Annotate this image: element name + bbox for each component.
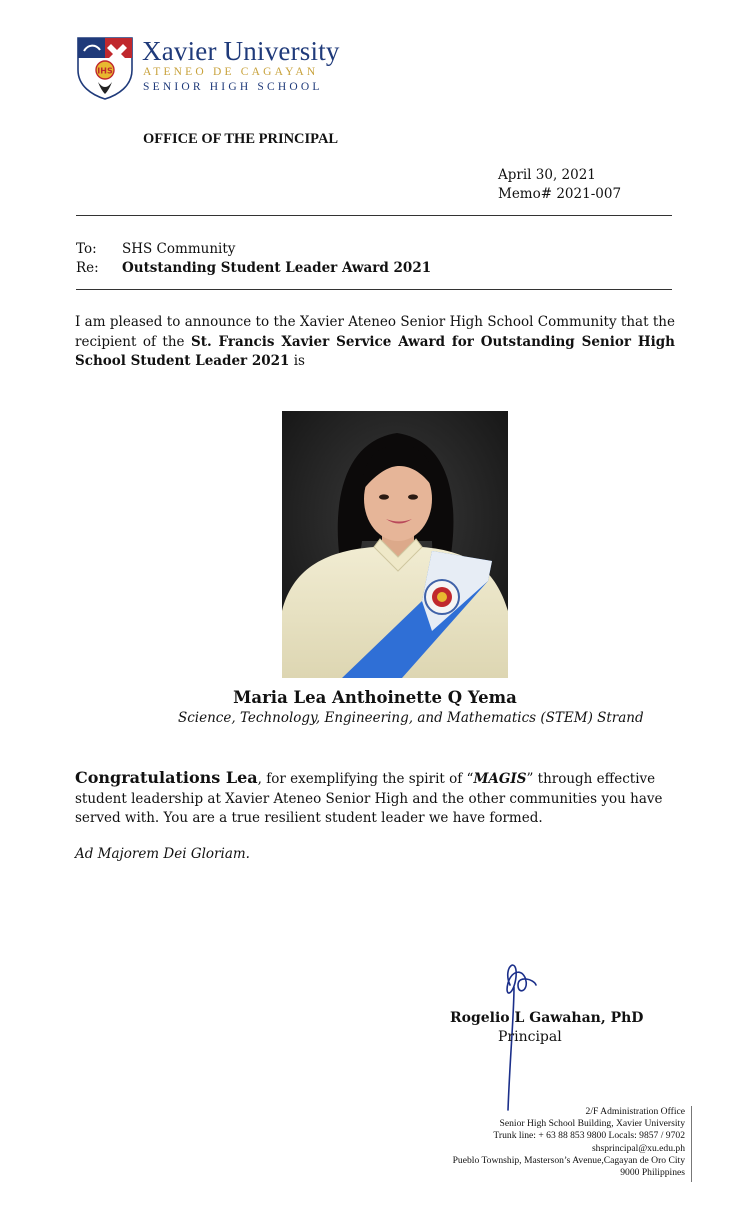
university-shield-icon xyxy=(76,36,134,100)
footer-line: Senior High School Building, Xavier University xyxy=(499,1118,685,1130)
memo-date: April 30, 2021 xyxy=(498,167,596,183)
footer-line: Pueblo Township, Masterson’s Avenue,Cagayan de Oro City xyxy=(452,1154,685,1166)
memo-number: Memo# 2021-007 xyxy=(498,186,622,202)
awardee-strand: Science, Technology, Engineering, and Mathematics (STEM) Strand xyxy=(178,710,644,726)
award-name: St. Francis Xavier Service Award for Outstanding Senior High School Student Leader 2021 xyxy=(75,333,675,369)
congratulations-paragraph xyxy=(75,768,680,829)
signer-name: Rogelio L Gawahan, PhD xyxy=(450,1010,644,1026)
university-subtitle-shs: SENIOR HIGH SCHOOL xyxy=(143,81,323,93)
footer-email: shsprincipal@xu.edu.ph xyxy=(591,1142,685,1154)
divider xyxy=(76,289,672,290)
signer-title: Principal xyxy=(498,1029,562,1045)
svg-text:IHS: IHS xyxy=(97,66,113,76)
congratulations-text: , for exemplifying the spirit of “ xyxy=(257,771,474,787)
magis-word: MAGIS xyxy=(473,771,527,787)
intro-text: I am pleased to announce to the Xavier Ateneo Senior High School Community that the recipient of the xyxy=(75,314,675,350)
university-subtitle-ateneo: ATENEO DE CAGAYAN xyxy=(143,66,319,78)
office-heading: OFFICE OF THE PRINCIPAL xyxy=(143,131,339,147)
footer-address xyxy=(380,1106,685,1179)
university-name: Xavier University xyxy=(142,36,340,66)
closing-motto: Ad Majorem Dei Gloriam. xyxy=(75,846,250,862)
awardee-name: Maria Lea Anthoinette Q Yema xyxy=(233,688,517,707)
footer-line: 2/F Administration Office xyxy=(585,1106,685,1117)
divider xyxy=(76,215,672,216)
congratulations-text-end: ” through effective student leadership at Xavier Ateneo Senior High and the other communities you have served with. You are a true resilient student leader we have formed. xyxy=(75,771,663,826)
awardee-photo xyxy=(282,411,508,678)
announcement-paragraph xyxy=(75,313,675,372)
re-value: Outstanding Student Leader Award 2021 xyxy=(122,260,432,276)
congratulations-lead: Congratulations Lea xyxy=(75,768,258,787)
intro-text-end: is xyxy=(289,353,305,369)
to-label: To: xyxy=(76,241,97,257)
university-logo xyxy=(76,36,366,102)
footer-line: Trunk line: + 63 88 853 9800 Locals: 9857 / 9702 xyxy=(493,1130,685,1142)
to-value: SHS Community xyxy=(122,241,236,257)
re-label: Re: xyxy=(76,260,99,276)
footer-divider xyxy=(691,1106,692,1182)
footer-line: 9000 Philippines xyxy=(620,1167,685,1179)
